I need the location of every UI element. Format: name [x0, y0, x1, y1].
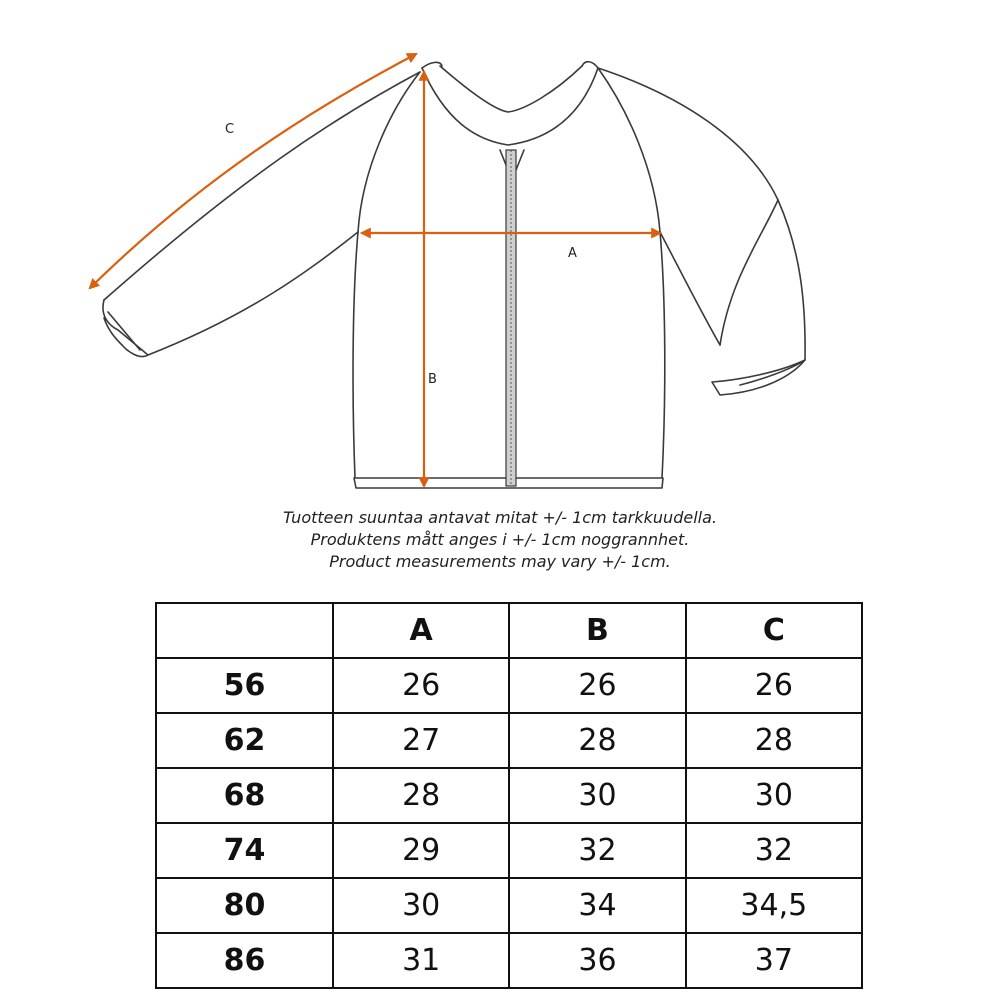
value-c-cell: 32 — [686, 823, 862, 878]
value-b-cell: 32 — [509, 823, 685, 878]
measurement-b-label: B — [428, 372, 437, 387]
jacket-collar-inner — [440, 66, 582, 112]
size-cell: 86 — [156, 933, 333, 988]
table-row — [156, 713, 862, 768]
note-english: Product measurements may vary +/- 1cm. — [329, 552, 671, 571]
table-row — [156, 823, 862, 878]
measurement-b — [424, 72, 437, 486]
measurement-a-label: A — [568, 246, 577, 261]
value-c-cell: 34,5 — [686, 878, 862, 933]
measurement-c-label: C — [225, 122, 235, 137]
left-raglan-seam — [358, 72, 420, 232]
value-c-cell: 28 — [686, 713, 862, 768]
size-cell: 68 — [156, 768, 333, 823]
right-sleeve — [598, 68, 805, 385]
value-c-cell: 26 — [686, 658, 862, 713]
measurement-c-arrow — [90, 54, 416, 288]
value-b-cell: 30 — [509, 768, 685, 823]
value-a-cell: 27 — [333, 713, 509, 768]
value-b-cell: 26 — [509, 658, 685, 713]
value-b-cell: 36 — [509, 933, 685, 988]
note-finnish: Tuotteen suuntaa antavat mitat +/- 1cm tarkkuudella. — [283, 508, 717, 527]
left-cuff — [103, 300, 148, 357]
table-row — [156, 658, 862, 713]
table-row — [156, 878, 862, 933]
right-cuff — [712, 360, 805, 395]
measurement-notes — [0, 507, 1000, 573]
value-c-cell: 37 — [686, 933, 862, 988]
size-chart-table — [155, 602, 863, 989]
value-a-cell: 28 — [333, 768, 509, 823]
header-b: B — [509, 603, 685, 658]
size-cell: 56 — [156, 658, 333, 713]
value-b-cell: 28 — [509, 713, 685, 768]
header-a: A — [333, 603, 509, 658]
value-a-cell: 26 — [333, 658, 509, 713]
value-a-cell: 29 — [333, 823, 509, 878]
note-swedish: Produktens mått anges i +/- 1cm noggrannhet. — [310, 530, 690, 549]
size-cell: 74 — [156, 823, 333, 878]
table-row — [156, 768, 862, 823]
table-header-row — [156, 603, 862, 658]
value-a-cell: 31 — [333, 933, 509, 988]
size-cell: 62 — [156, 713, 333, 768]
corner-cell — [156, 603, 333, 658]
jacket-outline — [103, 62, 805, 488]
value-a-cell: 30 — [333, 878, 509, 933]
size-cell: 80 — [156, 878, 333, 933]
jacket-collar-outer — [422, 68, 598, 145]
left-sleeve — [104, 72, 420, 355]
measurement-c — [90, 54, 416, 288]
value-c-cell: 30 — [686, 768, 862, 823]
right-raglan-seam — [598, 68, 660, 232]
value-b-cell: 34 — [509, 878, 685, 933]
header-c: C — [686, 603, 862, 658]
table-row — [156, 933, 862, 988]
